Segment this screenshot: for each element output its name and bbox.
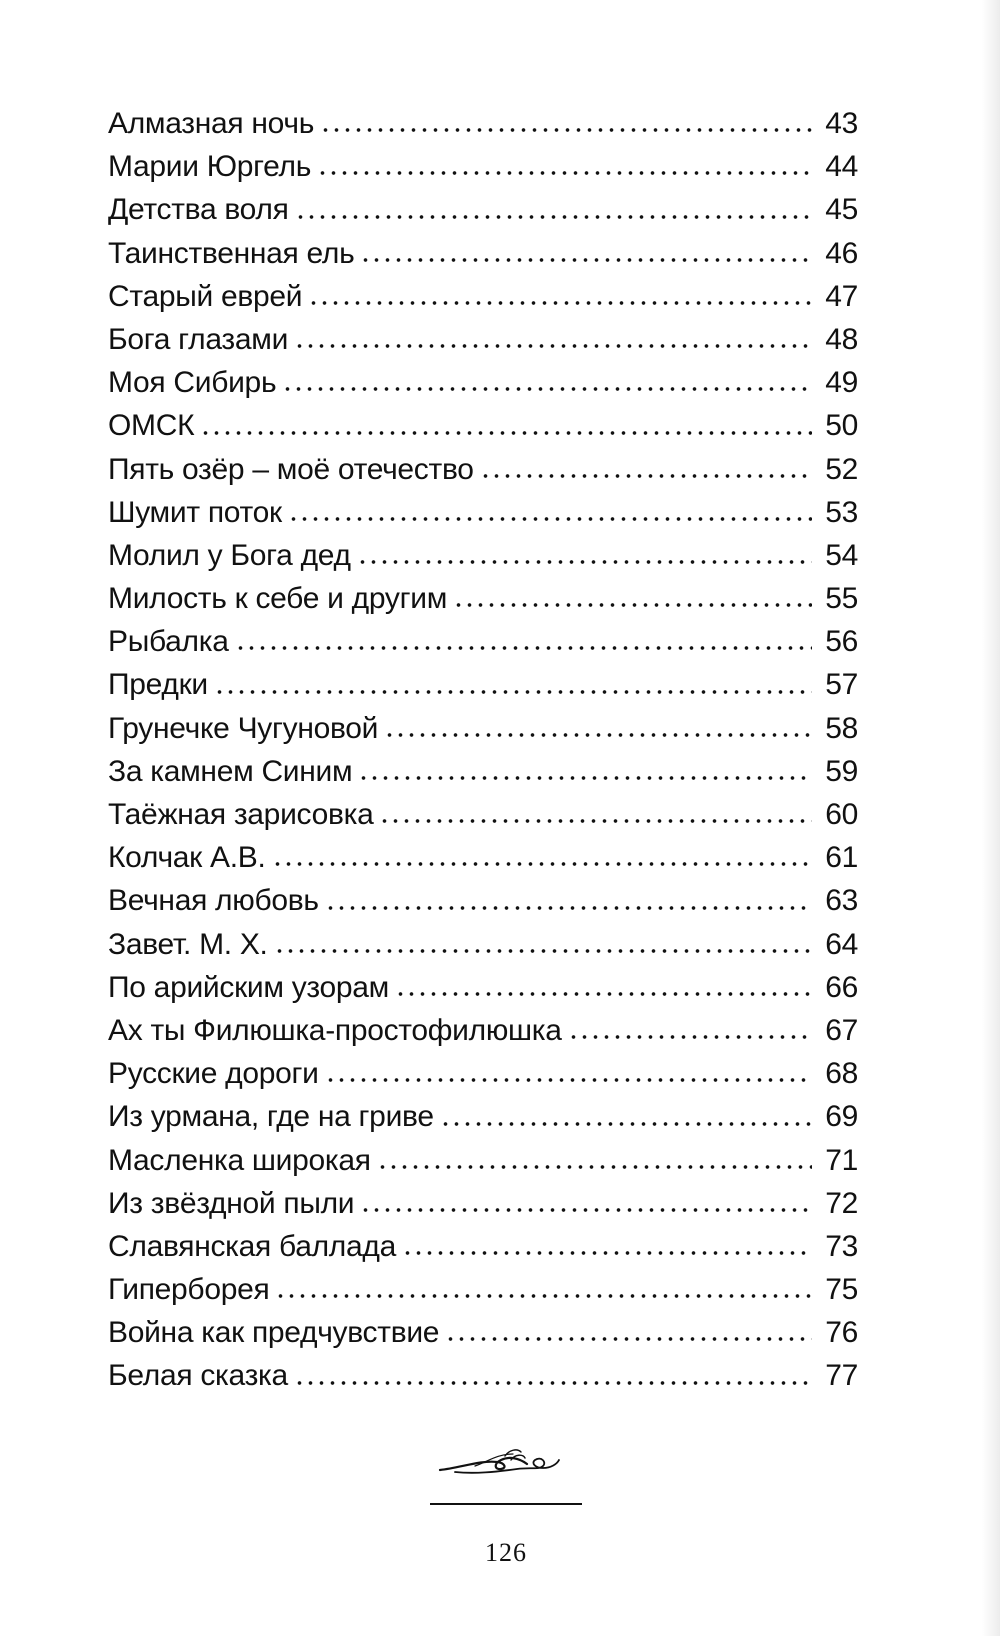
toc-entry-title: Русские дороги xyxy=(108,1057,319,1091)
toc-dot-leader xyxy=(360,233,812,263)
toc-entry-page: 44 xyxy=(825,150,858,184)
toc-dot-leader xyxy=(357,535,812,565)
toc-dot-leader xyxy=(379,794,812,824)
toc-dot-leader xyxy=(377,1140,812,1170)
toc-entry-page: 50 xyxy=(825,409,858,443)
toc-entry-page: 60 xyxy=(825,798,858,831)
toc-entry-page: 49 xyxy=(825,366,858,400)
toc-entry xyxy=(108,1052,858,1095)
toc-entry-page: 77 xyxy=(825,1359,858,1393)
toc-entry-title: Таинственная ель xyxy=(108,236,355,270)
toc-dot-leader xyxy=(360,1183,812,1213)
toc-entry xyxy=(108,1311,858,1354)
toc-dot-leader xyxy=(358,751,812,781)
toc-entry-page: 64 xyxy=(825,927,858,961)
toc-dot-leader xyxy=(275,1269,812,1299)
toc-dot-leader xyxy=(274,924,812,954)
page-number: 126 xyxy=(485,1538,527,1567)
toc-entry-title: За камнем Синим xyxy=(108,754,353,788)
toc-entry-title: Милость к себе и другим xyxy=(108,582,448,616)
toc-entry xyxy=(108,404,858,447)
toc-entry xyxy=(108,663,858,706)
toc-entry xyxy=(108,707,858,750)
toc-entry-page: 68 xyxy=(825,1057,858,1091)
toc-entry-page: 46 xyxy=(825,236,858,270)
toc-dot-leader xyxy=(235,621,812,651)
toc-entry-title: Марии Юргель xyxy=(108,150,312,184)
toc-entry-page: 54 xyxy=(825,538,858,572)
toc-entry xyxy=(108,188,858,231)
toc-entry-title: Завет. М. Х. xyxy=(108,927,268,961)
toc-entry xyxy=(108,232,858,275)
toc-entry xyxy=(108,318,858,361)
toc-entry xyxy=(108,620,858,663)
toc-entry-title: Моя Сибирь xyxy=(108,366,277,400)
toc-dot-leader xyxy=(453,578,812,608)
toc-dot-leader xyxy=(294,1356,812,1386)
toc-entry-title: Гиперборея xyxy=(108,1273,270,1307)
toc-entry-page: 58 xyxy=(825,711,858,745)
toc-entry-title: Война как предчувствие xyxy=(108,1316,440,1350)
toc-dot-leader xyxy=(402,1226,812,1256)
toc-entry-page: 63 xyxy=(825,884,858,918)
toc-entry xyxy=(108,275,858,318)
toc-entry-page: 57 xyxy=(825,668,858,702)
toc-entry xyxy=(108,145,858,188)
toc-dot-leader xyxy=(294,319,812,349)
toc-entry-page: 69 xyxy=(825,1100,858,1134)
toc-entry xyxy=(108,1354,858,1397)
toc-entry-title: Белая сказка xyxy=(108,1359,288,1393)
toc-entry-page: 56 xyxy=(825,625,858,659)
toc-entry xyxy=(108,793,858,836)
toc-entry-page: 53 xyxy=(825,495,858,529)
footer-rule xyxy=(430,1503,582,1505)
toc-entry xyxy=(108,1095,858,1138)
toc-dot-leader xyxy=(395,967,812,997)
toc-entry-title: Славянская баллада xyxy=(108,1229,396,1263)
toc-entry-page: 55 xyxy=(825,582,858,616)
page-edge-shadow xyxy=(982,0,1000,1636)
toc-entry-title: ОМСК xyxy=(108,409,195,443)
toc-entry-page: 48 xyxy=(825,322,858,356)
flourish-ornament-icon xyxy=(435,1442,565,1484)
toc-entry xyxy=(108,1009,858,1052)
toc-entry-title: Старый еврей xyxy=(108,279,303,313)
toc-entry xyxy=(108,577,858,620)
toc-entry-page: 67 xyxy=(825,1013,858,1047)
toc-entry-title: Из звёздной пыли xyxy=(108,1186,355,1220)
toc-entry-title: Ах ты Филюшка-простофилюшка xyxy=(108,1013,562,1047)
toc-entry-title: Шумит поток xyxy=(108,495,282,529)
toc-entry xyxy=(108,361,858,404)
toc-dot-leader xyxy=(317,146,812,176)
toc-entry-page: 72 xyxy=(825,1186,858,1220)
toc-entry xyxy=(108,102,858,145)
toc-dot-leader xyxy=(440,1097,812,1127)
toc-entry-page: 75 xyxy=(825,1273,858,1307)
toc-entry-title: Вечная любовь xyxy=(108,884,319,918)
toc-dot-leader xyxy=(325,881,812,911)
toc-entry xyxy=(108,1182,858,1225)
toc-entry-title: Пять озёр – моё отечество xyxy=(108,452,474,486)
toc-entry xyxy=(108,491,858,534)
toc-entry-title: Детства воля xyxy=(108,193,289,227)
toc-entry-title: Предки xyxy=(108,668,208,702)
toc-entry xyxy=(108,448,858,491)
toc-entry xyxy=(108,966,858,1009)
toc-entry-page: 45 xyxy=(825,193,858,227)
toc-dot-leader xyxy=(480,449,812,479)
toc-entry-page: 66 xyxy=(825,970,858,1004)
toc-dot-leader xyxy=(282,362,812,392)
toc-entry-title: Молил у Бога дед xyxy=(108,538,351,572)
toc-entry-title: Из урмана, где на гриве xyxy=(108,1100,434,1134)
toc-entry-page: 73 xyxy=(825,1229,858,1263)
toc-dot-leader xyxy=(568,1010,812,1040)
toc-dot-leader xyxy=(325,1053,812,1083)
toc-entry xyxy=(108,534,858,577)
toc-entry-title: Колчак А.В. xyxy=(108,841,266,875)
toc-dot-leader xyxy=(272,837,812,867)
toc-entry xyxy=(108,836,858,879)
toc-entry-title: Масленка широкая xyxy=(108,1143,371,1177)
toc-entry-title: Таёжная зарисовка xyxy=(108,798,374,831)
toc-entry xyxy=(108,879,858,922)
toc-entry-title: Алмазная ночь xyxy=(108,107,315,140)
toc-dot-leader xyxy=(384,708,812,738)
toc-entry-page: 52 xyxy=(825,452,858,486)
toc-entry xyxy=(108,1139,858,1182)
toc-entry-page: 43 xyxy=(825,107,858,140)
toc-entry-title: Грунечке Чугуновой xyxy=(108,711,379,745)
table-of-contents xyxy=(108,102,858,1398)
toc-dot-leader xyxy=(320,103,812,133)
toc-entry-title: По арийским узорам xyxy=(108,970,390,1004)
toc-entry-page: 76 xyxy=(825,1316,858,1350)
toc-dot-leader xyxy=(288,492,812,522)
toc-entry-page: 61 xyxy=(825,841,858,875)
toc-entry-title: Бога глазами xyxy=(108,322,289,356)
toc-entry-page: 59 xyxy=(825,754,858,788)
toc-entry xyxy=(108,923,858,966)
toc-entry-page: 47 xyxy=(825,279,858,313)
toc-entry-page: 71 xyxy=(825,1143,858,1177)
toc-dot-leader xyxy=(308,276,812,306)
toc-dot-leader xyxy=(200,406,812,436)
toc-dot-leader xyxy=(445,1312,812,1342)
toc-dot-leader xyxy=(214,665,812,695)
toc-entry-title: Рыбалка xyxy=(108,625,229,659)
toc-entry xyxy=(108,1268,858,1311)
toc-entry xyxy=(108,750,858,793)
toc-dot-leader xyxy=(295,190,812,220)
toc-entry xyxy=(108,1225,858,1268)
